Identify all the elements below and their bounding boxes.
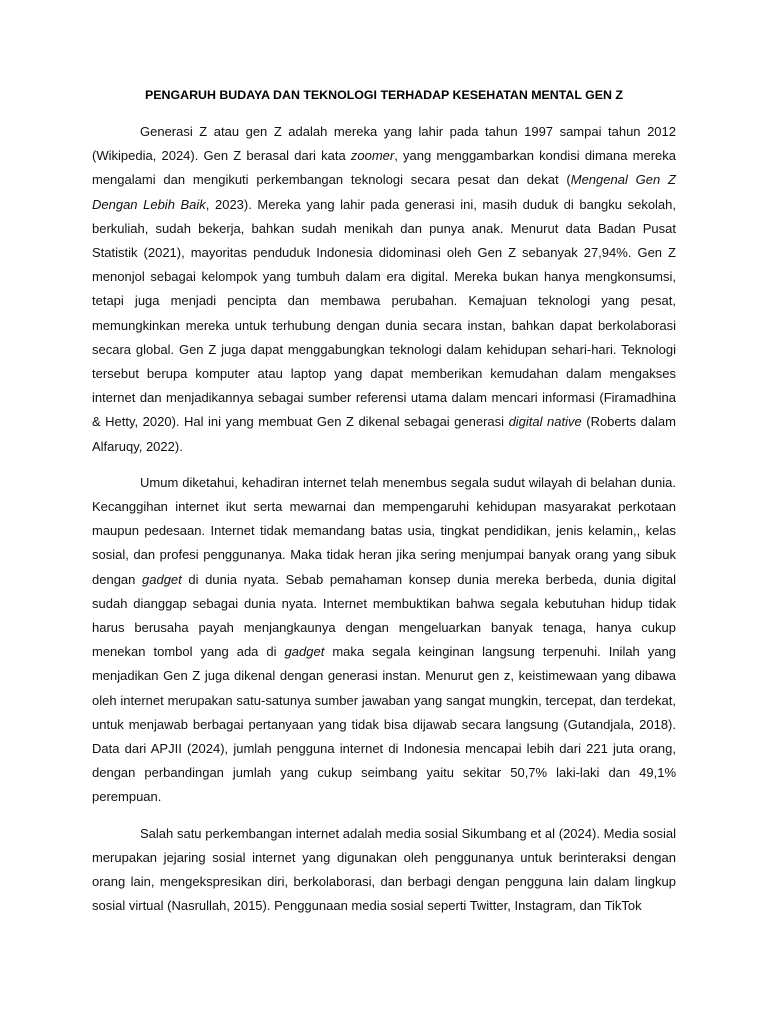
paragraph-1	[92, 120, 676, 459]
italic-term: digital native	[508, 414, 582, 430]
italic-term: zoomer	[350, 148, 395, 164]
document-body	[92, 120, 676, 931]
text-run: Generasi Z atau gen Z adalah mereka yang lahir pada tahun 1997 sampai tahun 2012 (Wikipedia, 2024). Gen Z berasal dari kata	[92, 124, 676, 164]
page-title: PENGARUH BUDAYA DAN TEKNOLOGI TERHADAP KESEHATAN MENTAL GEN Z	[145, 88, 623, 102]
text-run: , yang menggambarkan kondisi dimana mereka mengalami dan mengikuti perkembangan teknologi secara pesat dan dekat (	[92, 148, 677, 188]
text-run: (Roberts dalam Alfaruqy, 2022).	[92, 414, 676, 454]
text-run: maka segala keinginan langsung terpenuhi. Inilah yang menjadikan Gen Z juga dikenal dengan generasi instan. Menurut gen z, keistimewaan yang dibawa oleh internet merupakan satu-satunya sumber jawaban yang sangat mungkin, tercepat, dan terdekat, untuk menjawab berbagai pertanyaan yang tidak bisa dijawab secara langsung (Gutandjala, 2018). Data dari APJII (2024), jumlah pengguna internet di Indonesia mencapai lebih dari 221 juta orang, dengan perbandingan jumlah yang cukup seimbang yaitu sekitar 50,7% laki-laki dan 49,1% perempuan.	[92, 644, 676, 805]
paragraph-2	[92, 471, 676, 810]
text-run: di dunia nyata. Sebab pemahaman konsep dunia mereka berbeda, dunia digital sudah dianggap sebagai dunia nyata. Internet membuktikan bahwa segala kebutuhan hidup tidak harus berusaha payah menjangkaunya dengan mengeluarkan banyak tenaga, hanya cukup menekan tombol yang ada di	[92, 571, 676, 660]
paragraph-3	[92, 822, 676, 919]
text-run: Umum diketahui, kehadiran internet telah menembus segala sudut wilayah di belahan dunia. Kecanggihan internet ikut serta mewarnai dan mempengaruhi kehidupan masyarakat perkotaan maupun pedesaan. Internet tidak memandang batas usia, tingkat pendidikan, jenis kelamin,, kelas sosial, dan profesi penggunanya. Maka tidak heran jika sering menjumpai banyak orang yang sibuk dengan	[92, 474, 676, 587]
text-run: Salah satu perkembangan internet adalah media sosial Sikumbang et al (2024). Media sosial merupakan jejaring sosial internet yang digunakan oleh penggunanya untuk berinteraksi dengan orang lain, mengekspresikan diri, berkolaborasi, dan berbagi dengan pengguna lain dalam lingkup sosial virtual (Nasrullah, 2015). Penggunaan media sosial seperti Twitter, Instagram, dan TikTok	[92, 825, 676, 914]
text-run: , 2023). Mereka yang lahir pada generasi ini, masih duduk di bangku sekolah, berkuliah, sudah bekerja, bahkan sudah menikah dan punya anak. Menurut data Badan Pusat Statistik (2021), mayoritas penduduk Indonesia didominasi oleh Gen Z sebanyak 27,94%. Gen Z menonjol sebagai kelompok yang tumbuh dalam era digital. Mereka bukan hanya mengkonsumsi, tetapi juga menjadi pencipta dan membawa perubahan. Kemajuan teknologi yang pesat, memungkinkan mereka untuk terhubung dengan dunia secara instan, bahkan dapat berkolaborasi secara global. Gen Z juga dapat menggabungkan teknologi dalam kehidupan sehari-hari. Teknologi tersebut berupa komputer atau laptop yang dapat memberikan kemudahan dalam mengakses internet dan menjadikannya sebagai sumber referensi utama dalam mencari informasi (Firamadhina & Hetty, 2020). Hal ini yang membuat Gen Z dikenal sebagai generasi	[92, 196, 677, 430]
italic-term: gadget	[284, 644, 325, 660]
italic-term: Mengenal Gen Z Dengan Lebih Baik	[92, 172, 676, 212]
italic-term: gadget	[142, 571, 182, 587]
